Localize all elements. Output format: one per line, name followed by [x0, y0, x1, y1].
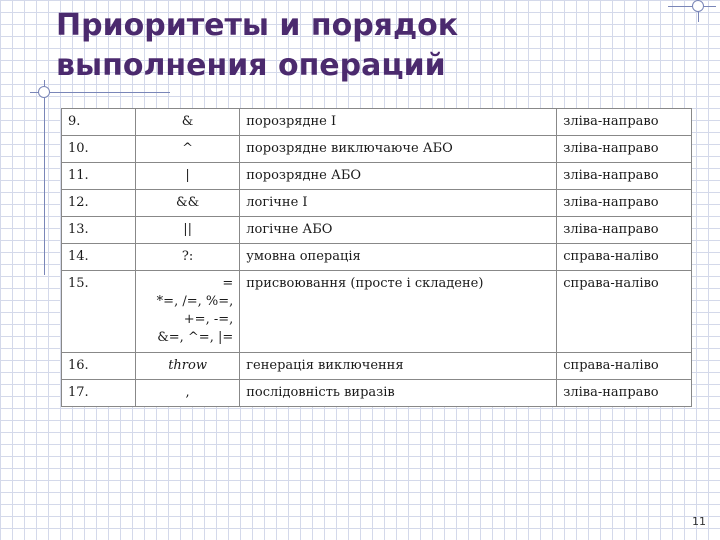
- operator-cell: &: [135, 109, 239, 136]
- operator-precedence-table: [61, 108, 692, 407]
- table-row: [62, 217, 692, 244]
- operator-line: +=, -=,: [183, 312, 234, 327]
- operator-line: *=, /=, %=,: [156, 294, 234, 309]
- table-row: [62, 136, 692, 163]
- description-cell: послідовність виразів: [240, 380, 557, 407]
- direction-cell: справа-наліво: [557, 244, 692, 271]
- direction-cell: справа-наліво: [557, 353, 692, 380]
- operator-cell: ,: [135, 380, 239, 407]
- table-row: [62, 163, 692, 190]
- row-number: 11.: [62, 163, 136, 190]
- title-line-1: Приоритеты и порядок: [56, 8, 459, 43]
- description-cell: логічне І: [240, 190, 557, 217]
- description-cell: умовна операція: [240, 244, 557, 271]
- operator-line: =: [222, 276, 234, 291]
- row-number: 13.: [62, 217, 136, 244]
- description-cell: порозрядне АБО: [240, 163, 557, 190]
- operator-cell: ||: [135, 217, 239, 244]
- direction-cell: зліва-направо: [557, 109, 692, 136]
- operator-cell: ^: [135, 136, 239, 163]
- operator-cell: throw: [135, 353, 239, 380]
- description-cell: логічне АБО: [240, 217, 557, 244]
- table-row: [62, 109, 692, 136]
- page-number: 11: [692, 515, 706, 528]
- direction-cell: зліва-направо: [557, 190, 692, 217]
- table-row: [62, 353, 692, 380]
- row-number: 10.: [62, 136, 136, 163]
- operator-cell: ?:: [135, 244, 239, 271]
- direction-cell: зліва-направо: [557, 380, 692, 407]
- table-row: [62, 244, 692, 271]
- title-line-2: выполнения операций: [56, 48, 446, 83]
- decorative-circle: [38, 86, 50, 98]
- direction-cell: справа-наліво: [557, 271, 692, 353]
- description-cell: генерація виключення: [240, 353, 557, 380]
- direction-cell: зліва-направо: [557, 163, 692, 190]
- description-cell: порозрядне виключаюче АБО: [240, 136, 557, 163]
- decorative-line-horizontal: [30, 92, 170, 93]
- direction-cell: зліва-направо: [557, 217, 692, 244]
- row-number: 12.: [62, 190, 136, 217]
- table-row: [62, 380, 692, 407]
- operator-line: &=, ^=, |=: [157, 330, 234, 345]
- row-number: 16.: [62, 353, 136, 380]
- operator-cell: &&: [135, 190, 239, 217]
- description-cell: присвоювання (просте і складене): [240, 271, 557, 353]
- slide-title: [56, 6, 458, 86]
- corner-decoration-circle: [692, 0, 704, 12]
- operator-cell: [135, 271, 239, 353]
- table-row: [62, 271, 692, 353]
- row-number: 14.: [62, 244, 136, 271]
- direction-cell: зліва-направо: [557, 136, 692, 163]
- row-number: 9.: [62, 109, 136, 136]
- row-number: 17.: [62, 380, 136, 407]
- row-number: 15.: [62, 271, 136, 353]
- decorative-line-vertical: [44, 80, 45, 275]
- operator-cell: |: [135, 163, 239, 190]
- description-cell: порозрядне І: [240, 109, 557, 136]
- table-row: [62, 190, 692, 217]
